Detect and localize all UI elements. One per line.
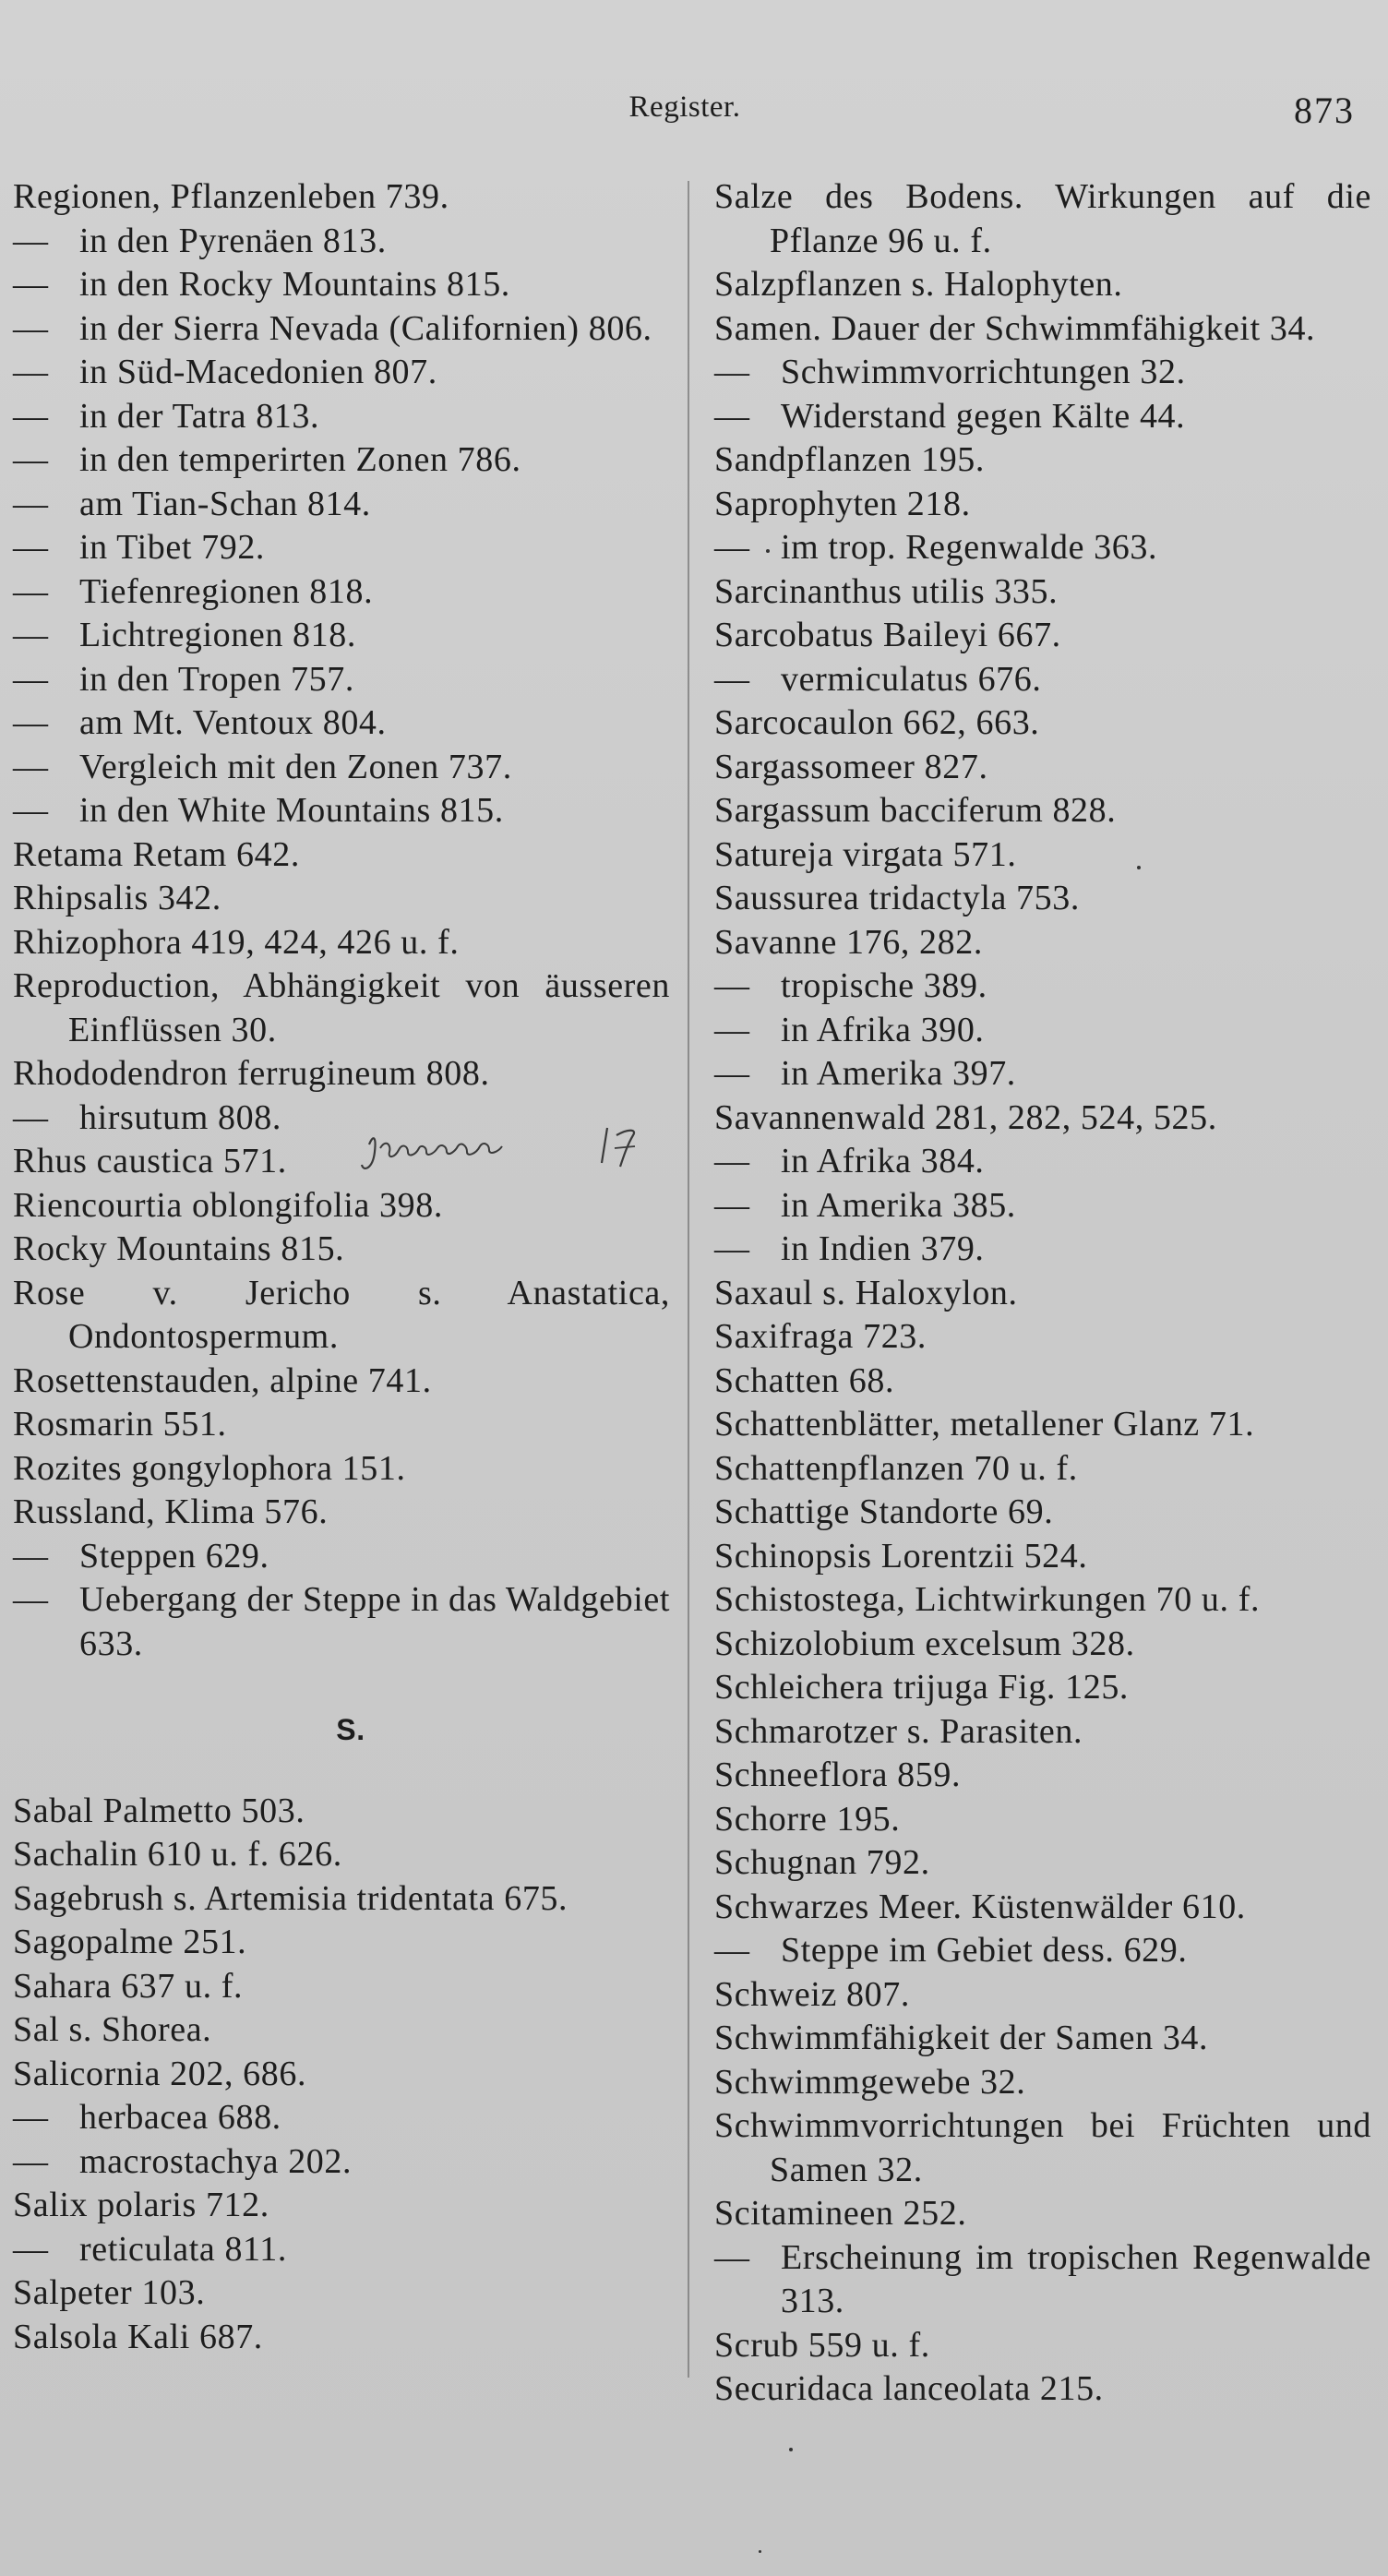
index-entry: Salze des Bodens. Wirkungen auf die Pflanze 96 u. f. [714,177,1371,260]
index-entry: Salicornia 202, 686. [13,2054,307,2093]
index-subentry [13,2096,670,2140]
index-entry: Schinopsis Lorentzii 524. [714,1536,1088,1576]
index-entry: Russland, Klima 576. [13,1492,329,1531]
subentry-text: in den Pyrenäen 813. [79,221,387,260]
subentry-dash: — [13,791,49,830]
index-entry: Salpeter 103. [13,2273,206,2312]
index-entry: Rhizophora 419, 424, 426 u. f. [13,922,460,962]
index-entry: Schattenpflanzen 70 u. f. [714,1448,1078,1488]
subentry-dash: — [13,659,49,699]
index-entry: Rhus caustica 571. [13,1142,287,1180]
index-entry: Schorre 195. [714,1799,901,1839]
subentry-text: in Süd-Macedonien 807. [79,353,437,391]
subentry-dash: — [714,2237,750,2277]
subentry-text: vermiculatus 676. [781,659,1042,699]
index-subentry [714,658,1371,702]
ink-speck [1137,866,1141,869]
subentry-text: Tiefenregionen 818. [79,571,374,611]
index-column-right [714,175,1371,2412]
subentry-dash: — [714,353,750,391]
index-entry: Schwimmfähigkeit der Samen 34. [714,2019,1209,2057]
index-subentry [13,438,670,483]
index-entry: Sarcobatus Baileyi 667. [714,616,1061,654]
index-entry: Reproduction, Abhängigkeit von äusseren Einflüssen 30. [13,966,670,1049]
index-subentry [714,965,1371,1009]
index-entry: Salzpflanzen s. Halophyten. [714,265,1123,304]
subentry-text: in den temperirten Zonen 786. [79,440,521,479]
subentry-text: in Tibet 792. [79,528,266,567]
subentry-dash: — [13,1536,49,1576]
index-entry: Rosmarin 551. [13,1405,227,1444]
index-subentry [714,1929,1371,1973]
index-entry: Sarcinanthus utilis 335. [714,571,1059,611]
index-entry: Schwimmgewebe 32. [714,2062,1026,2102]
subentry-text: tropische 389. [781,966,987,1005]
index-subentry [714,1228,1371,1272]
subentry-dash: — [13,1097,49,1137]
index-entry: Scitamineen 252. [714,2194,967,2233]
index-entry: Schistostega, Lichtwirkungen 70 u. f. [714,1580,1261,1619]
subentry-text: in den Rocky Mountains 815. [79,265,510,304]
index-entry: Sandpflanzen 195. [714,440,986,479]
column-divider [688,181,689,2378]
subentry-dash: — [13,2098,49,2137]
subentry-text: in Amerika 385. [781,1185,1016,1225]
index-subentry [13,483,670,527]
ink-speck [766,549,770,553]
index-entry: Saxifraga 723. [714,1317,927,1356]
subentry-dash: — [13,396,49,436]
index-subentry [714,1052,1371,1096]
subentry-dash: — [714,1142,750,1180]
subentry-text: in Afrika 390. [781,1010,985,1049]
index-entry: Retama Retam 642. [13,834,300,874]
subentry-text: Uebergang der Steppe in das Waldgebiet 633. [79,1580,670,1663]
section-heading: S. [336,1713,365,1746]
subentry-dash: — [13,528,49,567]
subentry-text: Lichtregionen 818. [79,616,356,654]
subentry-text: reticulata 811. [79,2229,287,2269]
subentry-dash: — [714,528,750,567]
index-subentry [13,351,670,395]
index-subentry [714,351,1371,395]
subentry-text: in den Tropen 757. [79,659,354,699]
index-entry: Sarcocaulon 662, 663. [714,703,1040,742]
index-entry: Rocky Mountains 815. [13,1229,345,1268]
subentry-dash: — [13,1580,49,1619]
index-entry: Sahara 637 u. f. [13,1966,244,2006]
index-entry: Saussurea tridactyla 753. [714,879,1080,917]
subentry-dash: — [714,396,750,436]
index-subentry [13,220,670,264]
subentry-text: in der Tatra 813. [79,396,320,436]
subentry-dash: — [13,265,49,304]
subentry-dash: — [714,1010,750,1049]
index-subentry [13,570,670,615]
index-entry: Schatten 68. [714,1360,895,1400]
subentry-text: hirsutum 808. [79,1097,281,1137]
subentry-dash: — [714,1229,750,1268]
index-entry: Securidaca lanceolata 215. [714,2369,1104,2408]
subentry-dash: — [13,571,49,611]
index-entry: Sagopalme 251. [13,1923,247,1961]
index-subentry [714,1009,1371,1053]
index-subentry [13,263,670,307]
subentry-dash: — [13,308,49,348]
subentry-text: in Amerika 397. [781,1054,1016,1093]
subentry-dash: — [13,747,49,786]
page-number: 873 [1294,90,1355,131]
running-header: Register. [628,90,741,124]
index-entry: Schugnan 792. [714,1843,930,1882]
index-subentry [13,1578,670,1666]
subentry-dash: — [714,1931,750,1970]
index-subentry [13,2140,670,2185]
index-subentry [13,658,670,702]
index-subentry [13,701,670,746]
index-entry: Savanne 176, 282. [714,922,983,962]
subentry-dash: — [13,221,49,260]
subentry-dash: — [714,659,750,699]
index-entry: Sargassum bacciferum 828. [714,791,1117,830]
subentry-text: Schwimmvorrichtungen 32. [781,353,1186,391]
index-subentry [13,307,670,352]
index-entry: Sargassomeer 827. [714,747,988,786]
index-subentry [13,614,670,658]
subentry-text: Steppe im Gebiet dess. 629. [781,1931,1188,1970]
subentry-dash: — [714,966,750,1005]
subentry-dash: — [13,440,49,479]
index-entry: Schattige Standorte 69. [714,1492,1054,1531]
index-entry: Salsola Kali 687. [13,2317,263,2356]
index-entry: Rosettenstauden, alpine 741. [13,1360,432,1400]
subentry-dash: — [714,1054,750,1093]
subentry-dash: — [13,484,49,523]
index-entry: Riencourtia oblongifolia 398. [13,1185,443,1225]
subentry-dash: — [13,353,49,391]
subentry-text: am Mt. Ventoux 804. [79,703,387,742]
index-entry: Schleichera trijuga Fig. 125. [714,1668,1130,1707]
index-subentry [714,1140,1371,1184]
index-entry: Sagebrush s. Artemisia tridentata 675. [13,1878,568,1918]
ink-speck [759,2550,761,2553]
index-entry: Saxaul s. Haloxylon. [714,1273,1018,1312]
subentry-text: in Indien 379. [781,1229,985,1268]
subentry-text: in der Sierra Nevada (Californien) 806. [79,308,652,348]
subentry-dash: — [13,616,49,654]
index-column-left [13,175,670,2359]
subentry-text: Widerstand gegen Kälte 44. [781,396,1186,436]
index-entry: Satureja virgata 571. [714,834,1017,874]
index-entry: Sachalin 610 u. f. 626. [13,1835,342,1874]
index-entry: Sal s. Shorea. [13,2010,212,2049]
subentry-dash: — [714,1185,750,1225]
index-entry: Schattenblätter, metallener Glanz 71. [714,1405,1255,1444]
index-entry: Schwarzes Meer. Küstenwälder 610. [714,1887,1246,1926]
handwritten-annotation [360,1108,674,1181]
subentry-dash: — [13,2141,49,2181]
index-subentry [714,395,1371,439]
index-entry: Schmarotzer s. Parasiten. [714,1711,1083,1751]
index-entry: Samen. Dauer der Schwimmfähigkeit 34. [714,308,1316,348]
index-subentry [13,395,670,439]
index-subentry [13,526,670,570]
index-subentry [714,2236,1371,2324]
subentry-text: Steppen 629. [79,1536,269,1576]
subentry-dash: — [13,2229,49,2269]
subentry-text: am Tian-Schan 814. [79,484,371,523]
index-subentry [13,2228,670,2272]
index-entry: Rose v. Jericho s. Anastatica, Ondontospermum. [13,1273,670,1356]
index-subentry [714,526,1371,570]
index-entry: Rhododendron ferrugineum 808. [13,1054,490,1093]
index-entry: Schneeflora 859. [714,1755,962,1794]
subentry-text: in Afrika 384. [781,1142,985,1180]
index-entry: Regionen, Pflanzenleben 739. [13,177,449,216]
subentry-text: im trop. Regenwalde 363. [781,528,1158,567]
index-entry: Savannenwald 281, 282, 524, 525. [714,1097,1217,1137]
index-entry: Scrub 559 u. f. [714,2325,930,2365]
index-entry: Schizolobium excelsum 328. [714,1623,1135,1663]
index-entry: Salix polaris 712. [13,2186,269,2224]
index-entry: Schwimmvorrichtungen bei Früchten und Samen 32. [714,2106,1371,2189]
index-subentry [13,746,670,790]
ink-speck [789,2448,793,2451]
subentry-dash: — [13,703,49,742]
subentry-text: Erscheinung im tropischen Regenwalde 313. [781,2237,1371,2320]
index-entry: Sabal Palmetto 503. [13,1791,305,1830]
index-entry: Rozites gongylophora 151. [13,1448,406,1488]
subentry-text: in den White Mountains 815. [79,791,504,830]
subentry-text: Vergleich mit den Zonen 737. [79,747,512,786]
subentry-text: herbacea 688. [79,2098,281,2137]
index-subentry [13,1535,670,1579]
index-entry: Saprophyten 218. [714,484,971,523]
index-entry: Rhipsalis 342. [13,879,221,917]
index-subentry [13,789,670,833]
subentry-text: macrostachya 202. [79,2141,353,2181]
index-entry: Schweiz 807. [714,1974,910,2014]
index-subentry [714,1184,1371,1228]
